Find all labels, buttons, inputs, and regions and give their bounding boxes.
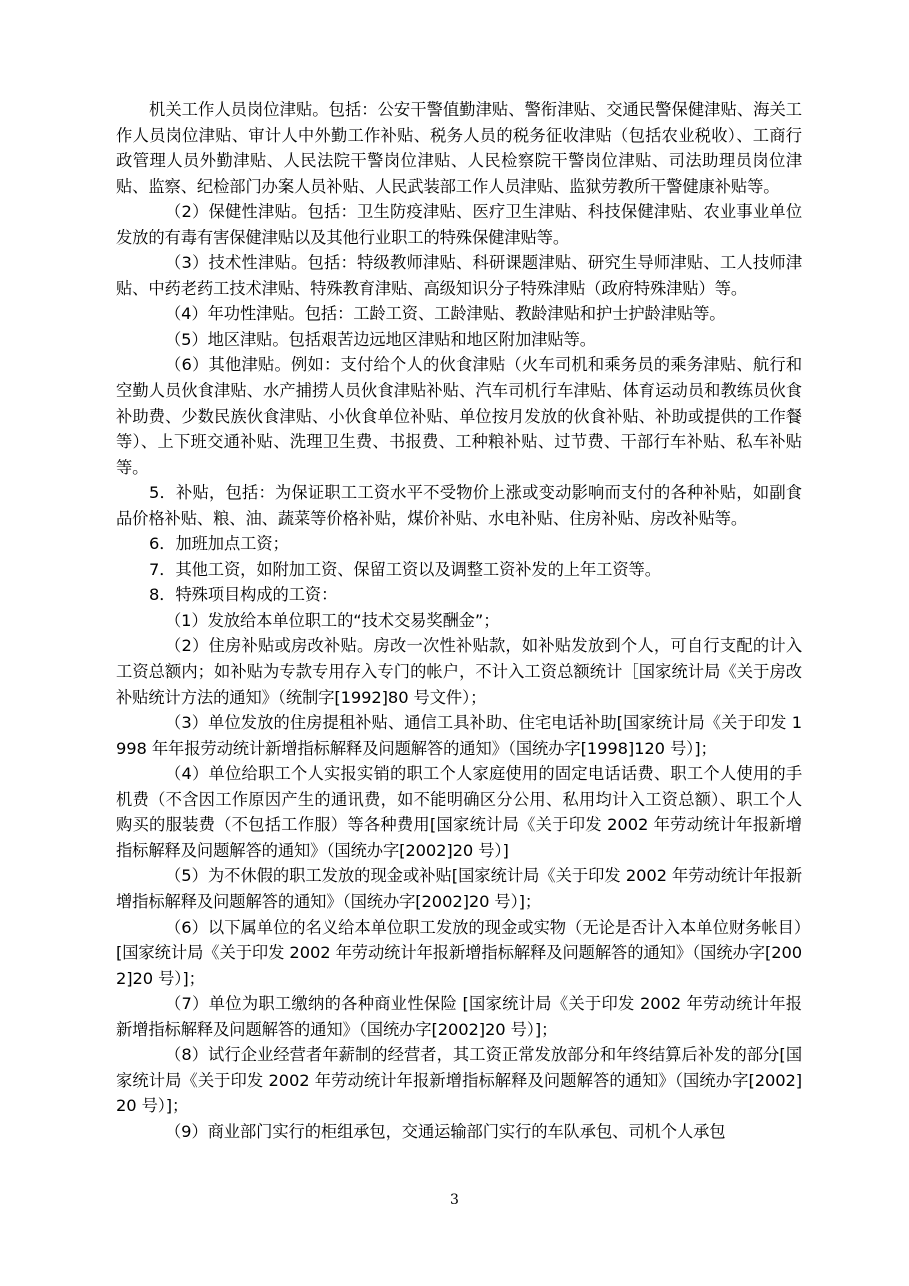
paragraph-p7: 5．补贴，包括：为保证职工工资水平不受物价上涨或变动影响而支付的各种补贴，如副食品价格补贴、粮、油、蔬菜等价格补贴，煤价补贴、水电补贴、住房补贴、房改补贴等。 [116, 483, 802, 528]
paragraph-p10: 8．特殊项目构成的工资： [149, 585, 338, 605]
paragraph-p9: 7．其他工资，如附加工资、保留工资以及调整工资补发的上年工资等。 [149, 559, 661, 579]
paragraph-p16: （6）以下属单位的名义给本单位职工发放的现金或实物（无论是否计入本单位财务帐目）[国家统计局《关于印发 2002 年劳动统计年报新增指标解释及问题解答的通知》（国统办字[2002]20 号）]； [116, 917, 802, 988]
paragraph-p1: 机关工作人员岗位津贴。包括：公安干警值勤津贴、警衔津贴、交通民警保健津贴、海关工作人员岗位津贴、审计人中外勤工作补贴、税务人员的税务征收津贴（包括农业税收）、工商行政管理人员外勤津贴、人民法院干警岗位津贴、人民检察院干警岗位津贴、司法助理员岗位津贴、监察、纪检部门办案人员补贴、人民武装部工作人员津贴、监狱劳教所干警健康补贴等。 [116, 100, 802, 196]
paragraph-p18: （8）试行企业经营者年薪制的经营者，其工资正常发放部分和年终结算后补发的部分[国家统计局《关于印发 2002 年劳动统计年报新增指标解释及问题解答的通知》（国统办字[2002]20 号）]； [116, 1045, 802, 1116]
paragraph-p11: （1）发放给本单位职工的“技术交易奖酬金”； [165, 610, 500, 630]
paragraph-p14: （4）单位给职工个人实报实销的职工个人家庭使用的固定电话话费、职工个人使用的手机费（不含因工作原因产生的通讯费，如不能明确区分公用、私用均计入工资总额）、职工个人购买的服装费（不包括工作服）等各种费用[国家统计局《关于印发 2002 年劳动统计年报新增指标解释及问题解答的通知》（国统办字[2002]20 号）] [116, 764, 802, 860]
page-number: 3 [450, 1192, 459, 1208]
paragraph-p12: （2）住房补贴或房改补贴。房改一次性补贴款，如补贴发放到个人，可自行支配的计入工资总额内；如补贴为专款专用存入专门的帐户，不计入工资总额统计［国家统计局《关于房改补贴统计方法的通知》（统制字[1992]80 号文件）； [116, 636, 802, 707]
paragraph-p5: （5）地区津贴。包括艰苦边远地区津贴和地区附加津贴等。 [165, 329, 596, 349]
paragraph-p4: （4）年功性津贴。包括：工龄工资、工龄津贴、教龄津贴和护士护龄津贴等。 [165, 304, 726, 324]
paragraph-p17: （7）单位为职工缴纳的各种商业性保险 [国家统计局《关于印发 2002 年劳动统计年报新增指标解释及问题解答的通知》（国统办字[2002]20 号）]； [116, 994, 802, 1039]
paragraph-p8: 6．加班加点工资； [149, 534, 289, 554]
paragraph-p2: （2）保健性津贴。包括：卫生防疫津贴、医疗卫生津贴、科技保健津贴、农业事业单位发放的有毒有害保健津贴以及其他行业职工的特殊保健津贴等。 [116, 202, 802, 247]
paragraph-p3: （3）技术性津贴。包括：特级教师津贴、科研课题津贴、研究生导师津贴、工人技师津贴、中药老药工技术津贴、特殊教育津贴、高级知识分子特殊津贴（政府特殊津贴）等。 [116, 253, 802, 298]
paragraph-p6: （6）其他津贴。例如：支付给个人的伙食津贴（火车司机和乘务员的乘务津贴、航行和空勤人员伙食津贴、水产捕捞人员伙食津贴补贴、汽车司机行车津贴、体育运动员和教练员伙食补助费、少数民族伙食津贴、小伙食单位补贴、单位按月发放的伙食补贴、补助或提供的工作餐等）、上下班交通补贴、洗理卫生费、书报费、工种粮补贴、过节费、干部行车补贴、私车补贴等。 [116, 355, 802, 477]
paragraph-p19: （9）商业部门实行的柜组承包，交通运输部门实行的车队承包、司机个人承包 [165, 1121, 726, 1141]
paragraph-p13: （3）单位发放的住房提租补贴、通信工具补助、住宅电话补助[国家统计局《关于印发 1998 年年报劳动统计新增指标解释及问题解答的通知》（国统办字[1998]120 号）]； [116, 713, 802, 758]
document-body [116, 97, 802, 1144]
paragraph-p15: （5）为不休假的职工发放的现金或补贴[国家统计局《关于印发 2002 年劳动统计年报新增指标解释及问题解答的通知》（国统办字[2002]20 号）]； [116, 866, 802, 911]
